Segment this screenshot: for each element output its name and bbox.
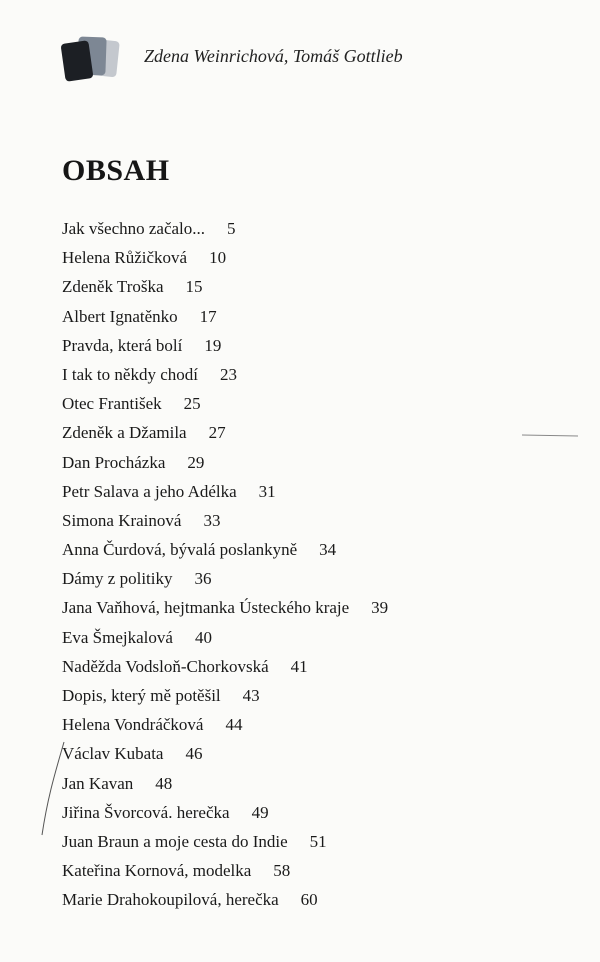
page-title: OBSAH [62, 154, 170, 187]
toc-entry [62, 710, 562, 739]
pen-scratch-mark [34, 740, 74, 840]
toc-entry [62, 243, 562, 272]
toc-entry-title: Juan Braun a moje cesta do Indie [62, 831, 288, 851]
toc-entry-page: 43 [242, 686, 260, 705]
toc-entry-title: Helena Vondráčková [62, 715, 204, 735]
toc-entry [62, 856, 562, 885]
toc-entry-page: 17 [199, 306, 217, 326]
toc-entry-title: Otec František [62, 394, 162, 414]
toc-entry-title: Marie Drahokoupilová, herečka [62, 890, 279, 910]
toc-entry [62, 652, 562, 681]
toc-entry [62, 681, 562, 710]
toc-entry-title: Václav Kubata [62, 744, 164, 764]
toc-entry [62, 769, 562, 798]
toc-entry [62, 448, 562, 477]
toc-entry-page: 60 [300, 890, 318, 910]
toc-entry [62, 418, 562, 447]
book-authors: Zdena Weinrichová, Tomáš Gottlieb [144, 46, 403, 66]
toc-entry-title: Jiřina Švorcová. herečka [62, 802, 230, 822]
toc-entry [62, 214, 562, 243]
toc-entry-page: 15 [185, 277, 203, 297]
toc-entry-title: Jak všechno začalo... [62, 219, 206, 238]
toc-entry-title: Jana Vaňhová, hejtmanka Ústeckého kraje [62, 598, 350, 618]
toc-entry-page: 31 [258, 481, 276, 501]
toc-entry-page: 10 [209, 248, 227, 268]
toc-entry-title: Zdeněk a Džamila [62, 423, 187, 443]
toc-entry [62, 389, 562, 418]
toc-entry [62, 593, 562, 622]
toc-entry-page: 23 [219, 364, 237, 384]
toc-entry-page: 25 [183, 394, 201, 414]
toc-entry [62, 798, 562, 827]
toc-entry-title: Simona Krainová [62, 510, 182, 530]
toc-entry-title: Albert Ignatěnko [62, 306, 178, 326]
toc-entry [62, 827, 562, 856]
toc-entry-title: Petr Salava a jeho Adélka [62, 481, 237, 501]
toc-entry-title: Helena Růžičková [62, 248, 188, 268]
toc-entry-title: Dan Procházka [62, 452, 166, 472]
toc-entry-title: Dopis, který mě potěšil [62, 686, 221, 705]
toc-entry [62, 739, 562, 768]
toc-entry-page: 40 [194, 627, 212, 647]
toc-entry [62, 623, 562, 652]
toc-entry-title: Pravda, která bolí [62, 335, 183, 355]
three-cards-logo-icon [60, 34, 130, 84]
toc-entry-title: Naděžda Vodsloň-Chorkovská [62, 656, 269, 676]
toc-entry-title: Anna Čurdová, bývalá poslankyně [62, 540, 298, 560]
toc-entry-page: 29 [187, 452, 205, 472]
toc-entry-title: Eva Šmejkalová [62, 627, 173, 647]
toc-entry-title: Jan Kavan [62, 773, 134, 793]
table-of-contents [62, 214, 562, 915]
toc-entry [62, 360, 562, 389]
toc-entry-page: 51 [309, 831, 327, 851]
toc-entry-page: 49 [251, 802, 269, 822]
toc-entry [62, 302, 562, 331]
toc-entry [62, 564, 562, 593]
toc-entry [62, 477, 562, 506]
toc-entry [62, 535, 562, 564]
toc-entry-page: 58 [273, 861, 291, 881]
toc-entry [62, 885, 562, 914]
toc-entry-page: 46 [185, 744, 203, 764]
toc-entry-page: 27 [208, 423, 226, 443]
toc-entry [62, 506, 562, 535]
toc-entry-title: Zdeněk Troška [62, 277, 164, 297]
page-header [60, 34, 560, 84]
toc-entry-page: 19 [204, 335, 222, 355]
toc-entry-page: 5 [227, 219, 236, 238]
toc-entry-page: 33 [203, 510, 221, 530]
toc-entry-page: 41 [290, 656, 308, 676]
toc-entry-page: 44 [225, 715, 243, 735]
toc-entry-page: 48 [155, 773, 173, 793]
toc-entry [62, 272, 562, 301]
toc-entry-title: Kateřina Kornová, modelka [62, 861, 252, 881]
toc-entry-page: 36 [194, 569, 212, 589]
toc-entry-title: Dámy z politiky [62, 569, 173, 589]
toc-entry-page: 34 [319, 540, 337, 560]
toc-entry [62, 331, 562, 360]
toc-entry-page: 39 [371, 598, 389, 618]
scuff-mark [520, 430, 580, 440]
toc-entry-title: I tak to někdy chodí [62, 364, 198, 384]
